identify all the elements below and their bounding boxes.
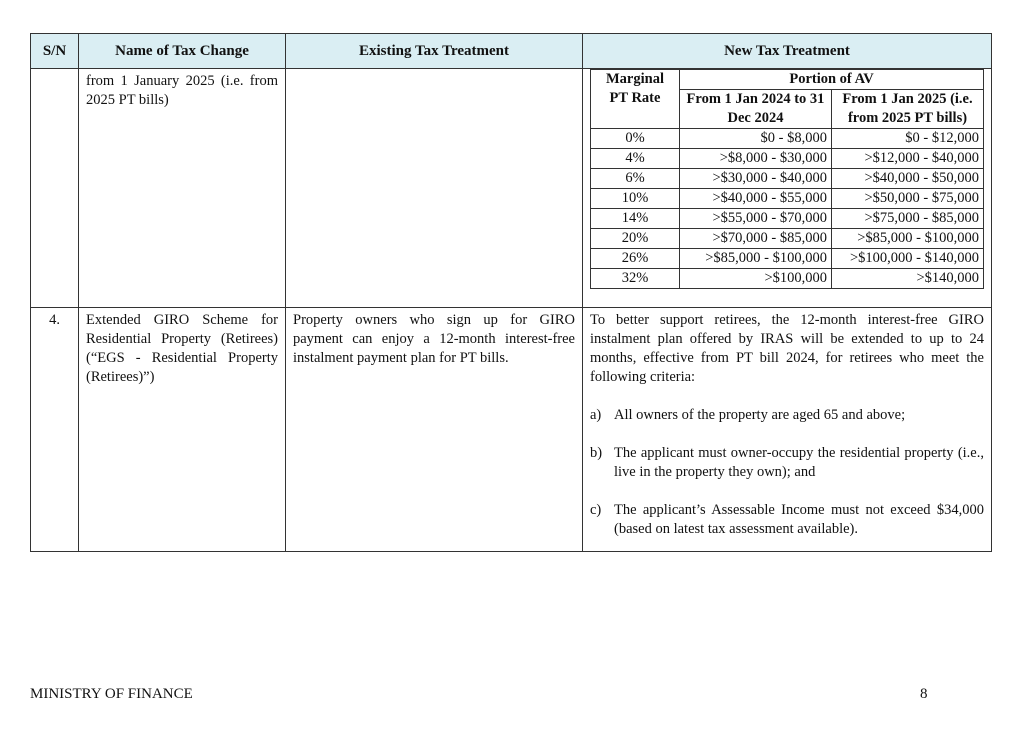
footer-ministry: MINISTRY OF FINANCE: [30, 686, 193, 702]
rate-cell: 32%: [591, 269, 680, 289]
new-treatment-intro: To better support retirees, the 12-month interest-free GIRO instalment plan offered by IRAS will be extended to up to 24 months, effective from PT bill 2024, for retirees who meet the following criteria:: [590, 312, 984, 385]
criterion-c: [590, 501, 984, 539]
header-from-2024: From 1 Jan 2024 to 31 Dec 2024: [680, 90, 832, 129]
tax-change-name-cell: [79, 69, 286, 308]
av-2024-cell: >$55,000 - $70,000: [680, 209, 832, 229]
criterion-text: All owners of the property are aged 65 and above;: [614, 407, 906, 423]
av-2025-cell: >$100,000 - $140,000: [832, 249, 984, 269]
av-2024-cell: >$100,000: [680, 269, 832, 289]
rate-cell: 0%: [591, 129, 680, 149]
criterion-a: [590, 406, 984, 425]
av-2025-cell: >$140,000: [832, 269, 984, 289]
header-portion-of-av: Portion of AV: [680, 70, 984, 90]
criterion-text: The applicant’s Assessable Income must not exceed $34,000 (based on latest tax assessment available).: [614, 502, 984, 537]
table-row: [31, 308, 992, 552]
rate-row: [591, 249, 984, 269]
sn-cell: [31, 308, 79, 552]
av-2024-cell: $0 - $8,000: [680, 129, 832, 149]
av-2024-cell: >$30,000 - $40,000: [680, 169, 832, 189]
criterion-text: The applicant must owner-occupy the residential property (i.e., live in the property they own); and: [614, 445, 984, 480]
av-2025-cell: $0 - $12,000: [832, 129, 984, 149]
rate-cell: 4%: [591, 149, 680, 169]
av-2024-cell: >$8,000 - $30,000: [680, 149, 832, 169]
rate-row: [591, 209, 984, 229]
av-2025-cell: >$75,000 - $85,000: [832, 209, 984, 229]
criterion-label: b): [590, 445, 603, 461]
tax-changes-table: [30, 33, 992, 552]
footer-page-number: 8: [920, 686, 928, 702]
sn-number: 4.: [49, 312, 60, 328]
rate-cell: 20%: [591, 229, 680, 249]
av-2024-cell: >$70,000 - $85,000: [680, 229, 832, 249]
existing-treatment-cell-empty: [286, 69, 583, 308]
new-treatment-cell: [583, 69, 992, 308]
rate-table-body: [591, 129, 984, 289]
criterion-label: a): [590, 407, 602, 423]
sn-cell-empty: [31, 69, 79, 308]
criterion-b: [590, 444, 984, 482]
tax-change-name-text: Extended GIRO Scheme for Residential Property (Retirees) (“EGS - Residential Property (Retirees)”): [86, 312, 278, 385]
rate-cell: 26%: [591, 249, 680, 269]
header-name-of-tax-change: Name of Tax Change: [79, 34, 286, 69]
rate-row: [591, 149, 984, 169]
av-2025-cell: >$12,000 - $40,000: [832, 149, 984, 169]
existing-treatment-cell: [286, 308, 583, 552]
tax-change-name-cell: [79, 308, 286, 552]
rate-cell: 6%: [591, 169, 680, 189]
rate-row: [591, 229, 984, 249]
header-sn: S/N: [31, 34, 79, 69]
rate-cell: 14%: [591, 209, 680, 229]
rate-row: [591, 269, 984, 289]
new-treatment-cell: [583, 308, 992, 552]
av-2025-cell: >$40,000 - $50,000: [832, 169, 984, 189]
header-new-tax-treatment: New Tax Treatment: [583, 34, 992, 69]
av-2024-cell: >$40,000 - $55,000: [680, 189, 832, 209]
av-2024-cell: >$85,000 - $100,000: [680, 249, 832, 269]
header-existing-tax-treatment: Existing Tax Treatment: [286, 34, 583, 69]
new-treatment-content: [583, 308, 991, 551]
table-row: [31, 69, 992, 308]
rate-cell: 10%: [591, 189, 680, 209]
criterion-label: c): [590, 502, 602, 518]
av-2025-cell: >$50,000 - $75,000: [832, 189, 984, 209]
existing-treatment-text: Property owners who sign up for GIRO payment can enjoy a 12-month interest-free instalment payment plan for PT bills.: [293, 312, 575, 366]
rate-table-header-row: [591, 70, 984, 90]
tax-change-name-text: from 1 January 2025 (i.e. from 2025 PT bills): [86, 73, 278, 108]
header-from-2025: From 1 Jan 2025 (i.e. from 2025 PT bills): [832, 90, 984, 129]
rate-row: [591, 129, 984, 149]
rate-row: [591, 169, 984, 189]
av-2025-cell: >$85,000 - $100,000: [832, 229, 984, 249]
header-marginal-pt-rate: Marginal PT Rate: [591, 70, 680, 129]
rate-row: [591, 189, 984, 209]
marginal-rate-table: [590, 69, 984, 289]
header-row: [31, 34, 992, 69]
